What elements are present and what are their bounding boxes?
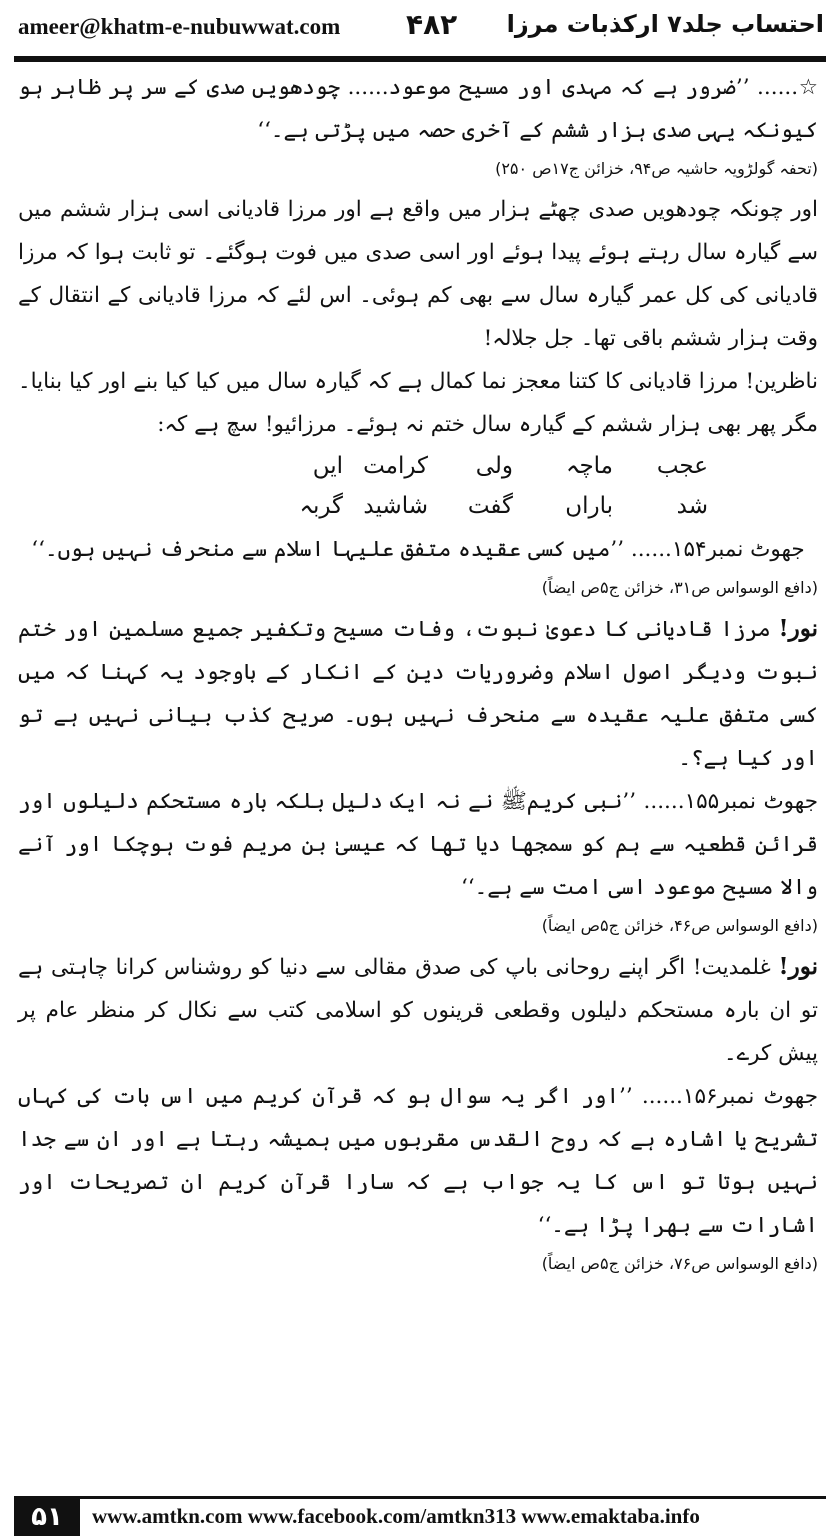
couplet-word: ماچہ xyxy=(565,453,613,479)
paragraph-text: ناظرین! مرزا قادیانی کا کتنا معجز نما کمال ہے کہ گیارہ سال میں کیا کیا بنے اور کیا بنایا۔ مگر پھر بھی ہزار ششم کے گیارہ سال ختم نہ ہوئے۔ مرزائیو! سچ ہے کہ: xyxy=(18,369,818,437)
paragraph-lead: نور! xyxy=(778,615,818,642)
footer-page-number: ۵۱ xyxy=(14,1498,80,1536)
paragraph-lead: نور! xyxy=(778,953,819,980)
paragraph xyxy=(18,360,818,446)
paragraph-text: (دافع الوسواس ص۷۶، خزائن ج۵ص ایضاً) xyxy=(541,1254,818,1273)
persian-couplet xyxy=(18,446,818,528)
paragraph-text: (دافع الوسواس ص۴۶، خزائن ج۵ص ایضاً) xyxy=(541,916,818,935)
paragraph-text: غلمدیت! اگر اپنے روحانی باپ کی صدق مقالی سے دنیا کو روشناس کرانا چاہتی ہے تو ان بارہ مستحکم دلیلوں وقطعی قرینوں کو اسلامی کتب سے نکال کر منظر عام پر پیش کرے۔ xyxy=(18,955,818,1066)
paragraph xyxy=(18,1075,818,1247)
paragraph xyxy=(18,780,818,909)
header-email[interactable]: ameer@khatm-e-nubuwwat.com xyxy=(18,14,341,39)
paragraph-text: (تحفہ گولڑویہ حاشیہ ص۹۴، خزائن ج۱۷ص ۲۵۰) xyxy=(495,159,818,178)
couplet-word: ولی xyxy=(475,453,513,479)
couplet-word: ایں xyxy=(312,453,343,479)
paragraph xyxy=(18,188,818,360)
paragraph-text: مرزا قادیانی کا دعویٰ نبوت، وفات مسیح وتکفیر جمیع مسلمین اور ختم نبوت ودیگر اصول اسلام وضروریات دین کے انکار کے باوجود یہ کہنا کہ میں کسی متفق علیہ عقیدہ سے منحرف نہیں ہوں۔ صریح کذب بیانی نہیں ہے تو اور کیا ہے؟۔ xyxy=(18,617,818,771)
paragraph-text: جھوٹ نمبر۱۵۴...... ’’میں کسی عقیدہ متفق علیہا اسلام سے منحرف نہیں ہوں۔‘‘ xyxy=(31,537,805,562)
couplet-word: گربہ xyxy=(299,493,343,519)
couplet-word: شاشید xyxy=(363,493,428,519)
blocks-part-1 xyxy=(18,66,818,446)
reference-citation xyxy=(18,911,818,941)
couplet-word: کرامت xyxy=(363,453,428,479)
paragraph-text: (دافع الوسواس ص۳۱، خزائن ج۵ص ایضاً) xyxy=(541,578,818,597)
couplet-word: عجب xyxy=(656,453,708,479)
page-header xyxy=(14,8,826,52)
couplet-word: باراں xyxy=(565,493,613,519)
header-title: احتساب جلد۷ ارکذبات مرزا xyxy=(506,10,824,38)
paragraph xyxy=(18,607,818,780)
reference-citation xyxy=(18,1249,818,1279)
reference-citation xyxy=(18,154,818,184)
page-content xyxy=(18,66,818,1283)
paragraph xyxy=(18,945,818,1075)
header-rule xyxy=(14,56,826,62)
footer-rule xyxy=(14,1496,826,1499)
paragraph xyxy=(18,66,818,152)
couplet-line-1 xyxy=(18,446,818,486)
paragraph-text: اور چونکہ چودھویں صدی چھٹے ہزار میں واقع ہے اور مرزا قادیانی اسی ہزار ششم میں سے گیارہ سال رہتے ہوئے پیدا ہوئے اور اسی صدی میں فوت ہوگئے۔ تو ثابت ہوا کہ مرزا قادیانی کی کل عمر گیارہ سال سے بھی کم ہوئی۔ اس لئے کہ مرزا قادیانی کے انتقال کے وقت ہزار ششم باقی تھا۔ جل جلالہ! xyxy=(18,197,818,351)
couplet-word: شد xyxy=(676,493,708,519)
paragraph-text: جھوٹ نمبر۱۵۵...... ’’نبی کریمﷺ نے نہ ایک دلیل بلکہ بارہ مستحکم دلیلوں اور قرائن قطعیہ سے ہم کو سمجھا دیا تھا کہ عیسیٰ بن مریم فوت ہوچکا اور آنے والا مسیح موعود اسی امت سے ہے۔‘‘ xyxy=(18,789,818,900)
couplet-word: گفت xyxy=(467,493,513,519)
footer-links[interactable]: www.amtkn.com www.facebook.com/amtkn313 www.emaktaba.info xyxy=(92,1504,700,1528)
blocks-part-2 xyxy=(18,528,818,1279)
paragraph-text: جھوٹ نمبر۱۵۶...... ’’اور اگر یہ سوال ہو کہ قرآن کریم میں اس بات کی کہاں تشریح یا اشارہ ہے کہ روح القدس مقربوں میں ہمیشہ رہتا ہے اور ان سے جدا نہیں ہوتا تو اس کا یہ جواب ہے کہ سارا قرآن کریم ان تصریحات اور اشارات سے بھرا پڑا ہے۔‘‘ xyxy=(18,1084,819,1238)
paragraph-text: ☆...... ’’ضرور ہے کہ مہدی اور مسیح موعود...... چودھویں صدی کے سر پر ظاہر ہو کیونکہ یہی صدی ہزار ششم کے آخری حصہ میں پڑتی ہے۔‘‘ xyxy=(18,75,818,143)
reference-citation xyxy=(18,573,818,603)
header-page-number: ۴۸۲ xyxy=(406,8,458,41)
paragraph xyxy=(18,528,818,571)
couplet-line-2 xyxy=(18,486,818,526)
